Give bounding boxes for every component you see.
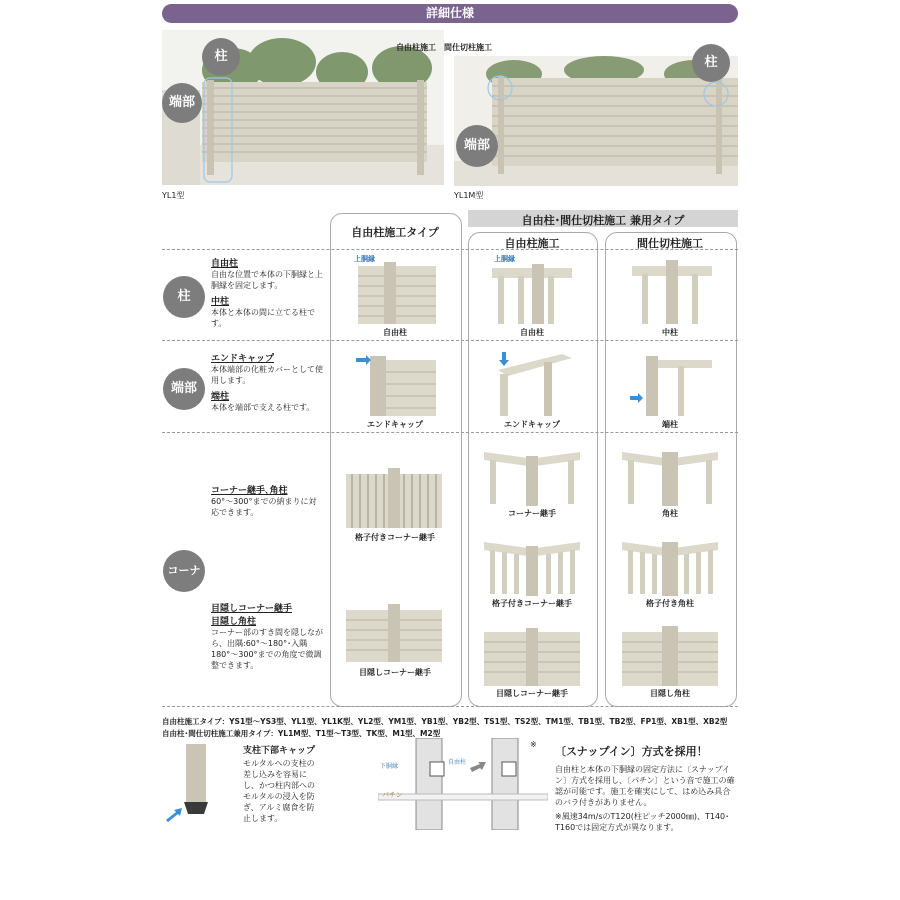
illus-free-post — [350, 256, 440, 326]
caption-yl1: YL1型 — [162, 191, 185, 200]
callout-upper-rail-2: 上胴縁 — [494, 255, 515, 263]
column-free-title: 自由柱施工タイプ — [351, 226, 439, 239]
label-middle-post: 中柱 — [662, 328, 678, 337]
illus-corner-joint — [482, 444, 582, 506]
row-corner-text-1 — [211, 483, 323, 518]
row-badge-post: 柱 — [163, 276, 205, 318]
diagram-label-free-post: 自由柱 — [448, 759, 467, 766]
illus-post-cap — [160, 742, 230, 824]
item-desc: コーナー部のすき間を隠しながら、出隅:60°～180°･入隅180°～300°までの角度で微調整できます。 — [211, 628, 323, 670]
illus-free-corner-screen — [344, 600, 444, 664]
badge-post-left: 柱 — [202, 38, 240, 76]
row-corner-text-2 — [211, 601, 323, 671]
snapin-desc: 自由柱と本体の下胴縁の固定方法に〔スナップイン〕方式を採用し、〔パチン〕という音で施工の確認が可能です。施工を確実にして、はめ込み具合のバラ付きがありません。 — [555, 765, 735, 807]
illus-middle-post — [628, 256, 718, 326]
label-corner-joint-screen: 目隠しコーナー継手 — [496, 689, 568, 698]
diagram-mark: ※ — [530, 740, 537, 749]
divider-3 — [162, 432, 738, 433]
item-desc: 本体端部の化粧カバーとして使用します。 — [211, 365, 323, 385]
post-cap-title: 支柱下部キャップ — [243, 746, 316, 756]
label-corner-post-lattice: 格子付き角柱 — [646, 599, 694, 608]
section-header: 詳細仕様 — [162, 4, 738, 23]
combo-header: 自由柱･間仕切柱施工 兼用タイプ — [521, 214, 685, 227]
item-title: 自由柱 — [211, 259, 239, 269]
item-desc: 自由な位置で本体の下胴縁と上胴縁を固定します。 — [211, 270, 323, 290]
label-free-endcap: エンドキャップ — [367, 420, 423, 429]
item-title: コーナー継手､角柱 — [211, 486, 288, 496]
illus-corner-post-lattice — [620, 534, 720, 596]
badge-end-left: 端部 — [162, 83, 202, 123]
row-badge-corner: コーナー — [163, 550, 205, 592]
caption-yl1m: YL1M型 — [454, 191, 484, 200]
column-combo-partition-title: 間仕切柱施工 — [637, 237, 703, 250]
item-title: 目隠しコーナー継手 目隠し角柱 — [211, 604, 293, 627]
photo-yl1m — [454, 56, 738, 186]
illus-corner-joint-lattice — [482, 534, 582, 596]
snapin-title: 〔スナップイン〕方式を採用！ — [555, 745, 708, 758]
label-combo-free-post: 自由柱 — [520, 328, 544, 337]
row-end-text — [211, 351, 323, 413]
column-combo-free-title: 自由柱施工 — [504, 237, 560, 250]
snapin-diagram — [378, 738, 548, 830]
row-post-text — [211, 256, 323, 329]
row-badge-end: 端部 — [163, 368, 205, 410]
illus-combo-free-post — [488, 256, 578, 326]
illus-corner-post — [620, 444, 720, 506]
item-desc: 60°～300°までの納まりに対応できます。 — [211, 497, 317, 517]
label-free-corner-screen: 目隠しコーナー継手 — [359, 668, 431, 677]
item-title: エンドキャップ — [211, 354, 275, 364]
label-corner-post-screen: 目隠し角柱 — [650, 689, 690, 698]
illus-corner-joint-screen — [482, 624, 582, 686]
item-desc: 本体と本体の間に立てる柱です。 — [211, 308, 315, 328]
badge-post-right: 柱 — [692, 44, 730, 82]
label-free-corner-lattice: 格子付きコーナー継手 — [355, 533, 435, 542]
illus-combo-endcap — [492, 348, 582, 418]
callout-upper-rail: 上胴縁 — [354, 255, 375, 263]
label-end-post: 端柱 — [662, 420, 678, 429]
fence-photo-right — [454, 56, 738, 186]
illus-end-post — [628, 348, 718, 418]
snapin-note: ※風速34m/sのT120(柱ピッチ2000㎜)、T140･T160では固定方式が異なります。 — [555, 812, 730, 832]
item-desc: 本体を端部で支える柱です。 — [211, 403, 315, 412]
diagram-label-lower-rail: 下胴縁 — [380, 763, 399, 770]
diagram-label-snap: パチン — [382, 791, 403, 799]
divider-1 — [162, 249, 738, 250]
label-corner-joint: コーナー継手 — [508, 509, 556, 518]
item-title: 中柱 — [211, 297, 230, 307]
label-combo-endcap: エンドキャップ — [504, 420, 560, 429]
label-corner-joint-lattice: 格子付きコーナー継手 — [492, 599, 572, 608]
label-corner-post: 角柱 — [662, 509, 678, 518]
divider-4 — [162, 706, 738, 707]
label-free-post: 自由柱 — [383, 328, 407, 337]
divider-2 — [162, 340, 738, 341]
illus-free-endcap — [352, 348, 442, 418]
photo-top-label: 自由柱施工 間仕切柱施工 — [396, 43, 492, 52]
item-title: 端柱 — [211, 392, 230, 402]
badge-end-right: 端部 — [456, 125, 498, 167]
post-cap-desc: モルタルへの支柱の差し込みを容易にし、かつ柱内部へのモルタルの浸入を防ぎ、アルミ腐食を防止します。 — [243, 759, 315, 823]
illus-corner-post-screen — [620, 624, 720, 686]
types-line-2: 自由柱･間仕切柱施工兼用タイプ：YL1M型、T1型～T3型、TK型、M1型、M2型 — [162, 729, 441, 738]
illus-free-corner-lattice — [344, 464, 444, 530]
types-line-1: 自由柱施工タイプ：YS1型～YS3型、YL1型、YL1K型、YL2型、YM1型、YB1型、YB2型、TS1型、TS2型、TM1型、TB1型、TB2型、FP1型、XB1型、XB2型 — [162, 717, 728, 726]
